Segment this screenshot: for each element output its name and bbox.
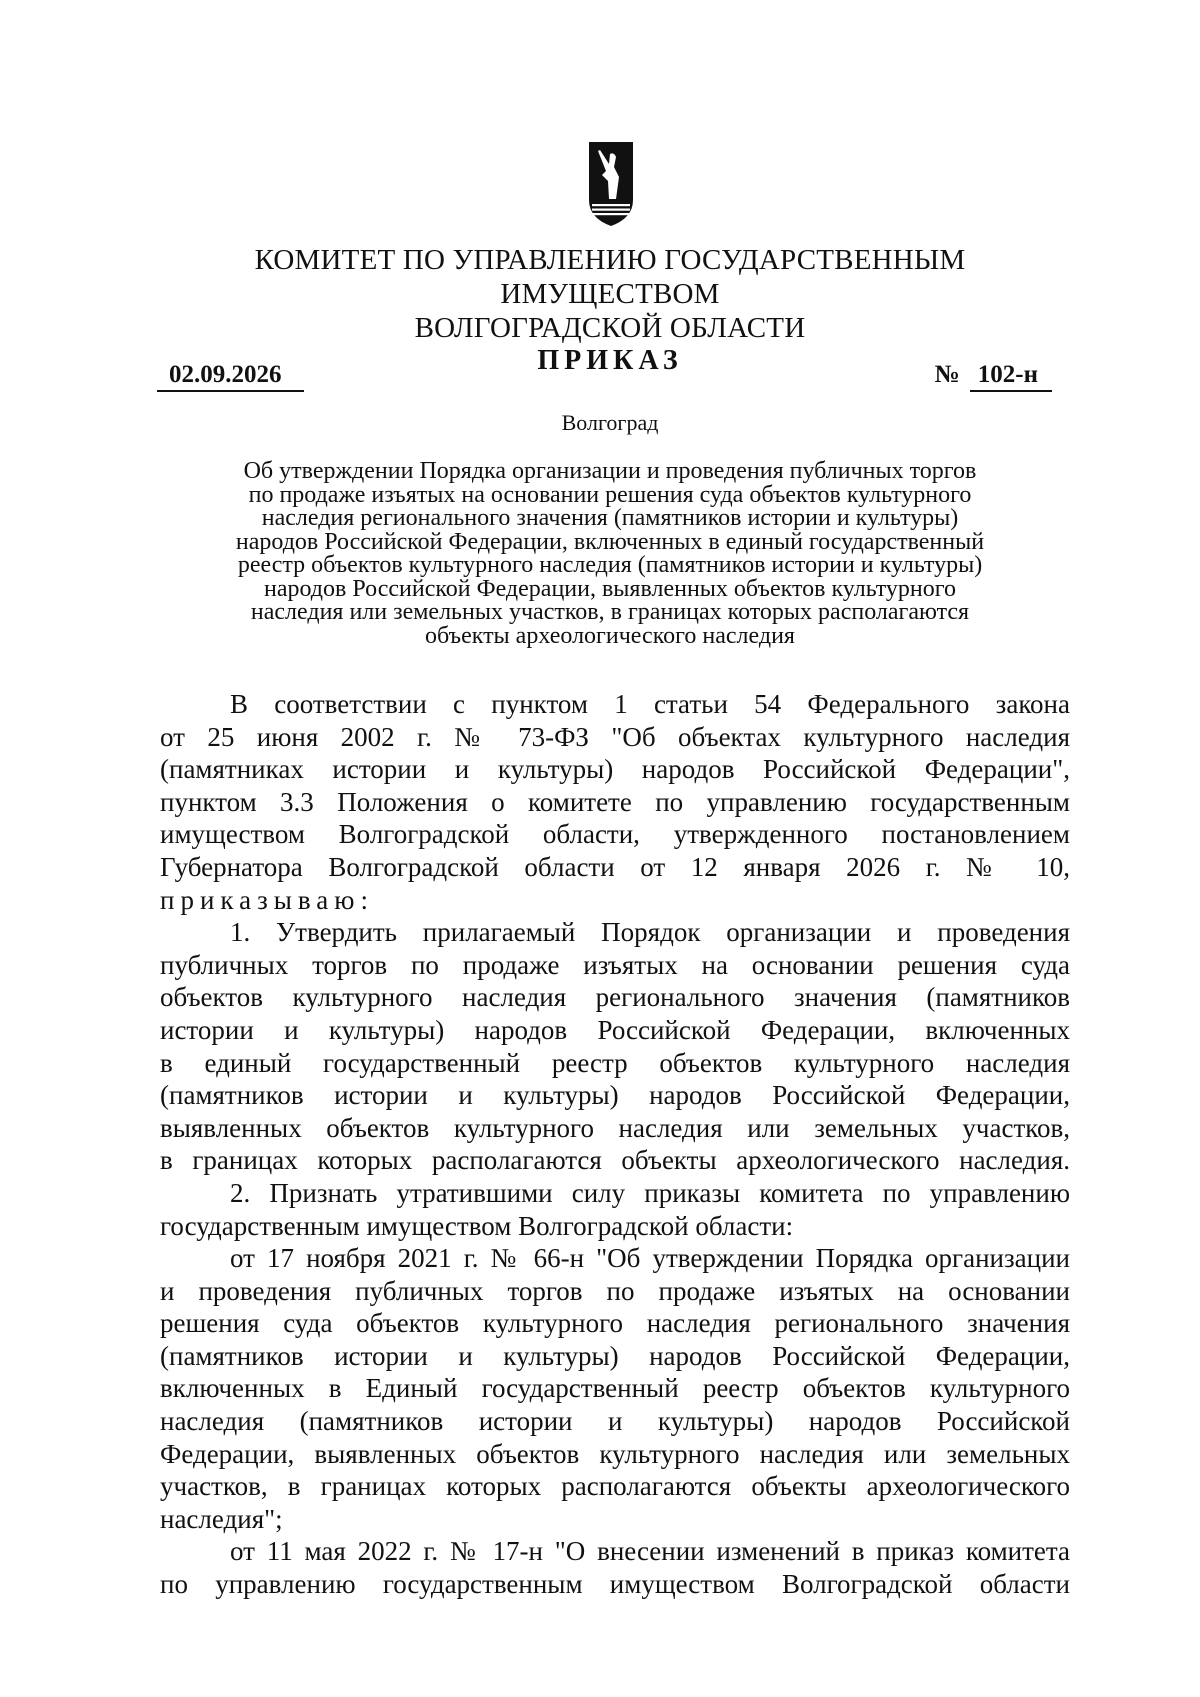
body-line: участков, в границах которых располагаются объекты археологического (160, 1471, 1070, 1502)
number-sign: № (934, 361, 960, 388)
body-line: от 11 мая 2022 г. № 17-н "О внесении изменений в приказ комитета (230, 1536, 1070, 1567)
body-line: от 17 ноября 2021 г. № 66-н "Об утверждении Порядка организации (230, 1243, 1070, 1274)
document-date: 02.09.2026 (157, 360, 304, 392)
title-line: наследия регионального значения (памятников истории и культуры) (261, 505, 959, 531)
body-line: в границах которых располагаются объекты археологического наследия. (160, 1145, 1070, 1176)
title-line: Об утверждении Порядка организации и проведения публичных торгов (243, 458, 977, 484)
coat-of-arms-emblem (586, 140, 636, 228)
title-line: народов Российской Федерации, включенных в единый государственный (235, 528, 985, 555)
body-line: наследия"; (160, 1503, 283, 1534)
body-line: Федерации, выявленных объектов культурного наследия или земельных (160, 1438, 1070, 1469)
body-line: (памятниках истории и культуры) народов Российской Федерации", (160, 754, 1070, 785)
title-line: народов Российской Федерации, выявленных объектов культурного (264, 575, 956, 602)
body-line: по управлению государственным имуществом Волгоградской области (160, 1569, 1070, 1600)
body-line: решения суда объектов культурного наследия регионального значения (160, 1308, 1070, 1339)
body-line: 1. Утвердить прилагаемый Порядок организации и проведения (230, 917, 1070, 948)
title-line: по продаже изъятых на основании решения суда объектов культурного (248, 481, 972, 508)
body-line: Губернатора Волгоградской области от 12 января 2026 г. № 10, (160, 851, 1070, 882)
title-line: реестр объектов культурного наследия (памятников истории и культуры) (237, 552, 983, 578)
organization-name-line-2: ВОЛГОГРАДСКОЙ ОБЛАСТИ (414, 312, 806, 344)
body-line: и проведения публичных торгов по продаже изъятых на основании (160, 1275, 1070, 1306)
body-line: государственным имуществом Волгоградской области: (160, 1210, 794, 1241)
body-line: публичных торгов по продаже изъятых на основании решения суда (160, 949, 1070, 980)
date-number-row (157, 360, 1052, 396)
document-title (160, 460, 1060, 648)
body-line: (памятников истории и культуры) народов Российской Федерации, (160, 1080, 1070, 1111)
document-type: ПРИКАЗ (537, 345, 683, 376)
document-number: 102-н (970, 360, 1052, 392)
body-line: В соответствии с пунктом 1 статьи 54 Федерального закона (230, 689, 1070, 719)
document-number-block (935, 360, 1052, 392)
document-header (150, 243, 1070, 377)
document-city: Волгоград (561, 410, 659, 435)
body-line: истории и культуры) народов Российской Федерации, включенных (160, 1014, 1070, 1045)
body-line: в единый государственный реестр объектов культурного наследия (160, 1047, 1070, 1078)
body-line: пунктом 3.3 Положения о комитете по управлению государственным (160, 786, 1070, 817)
organization-name-line-1: КОМИТЕТ ПО УПРАВЛЕНИЮ ГОСУДАРСТВЕННЫМ ИМУЩЕСТВОМ (254, 244, 966, 310)
body-line: объектов культурного наследия регионального значения (памятников (160, 982, 1070, 1013)
body-line: (памятников истории и культуры) народов Российской Федерации, (160, 1340, 1070, 1371)
body-line: от 25 июня 2002 г. № 73-ФЗ "Об объектах культурного наследия (160, 721, 1070, 752)
body-line: наследия (памятников истории и культуры) народов Российской (160, 1406, 1070, 1437)
title-line: наследия или земельных участков, в границах которых располагаются (250, 599, 970, 625)
body-line: выявленных объектов культурного наследия или земельных участков, (160, 1112, 1070, 1143)
body-line: имуществом Волгоградской области, утвержденного постановлением (160, 819, 1070, 850)
body-line: приказываю: (160, 884, 374, 915)
body-line: включенных в Единый государственный реестр объектов культурного (160, 1373, 1070, 1404)
body-line: 2. Признать утратившими силу приказы комитета по управлению (230, 1177, 1070, 1208)
document-body (160, 688, 1070, 1601)
title-line: объекты археологического наследия (425, 622, 795, 649)
